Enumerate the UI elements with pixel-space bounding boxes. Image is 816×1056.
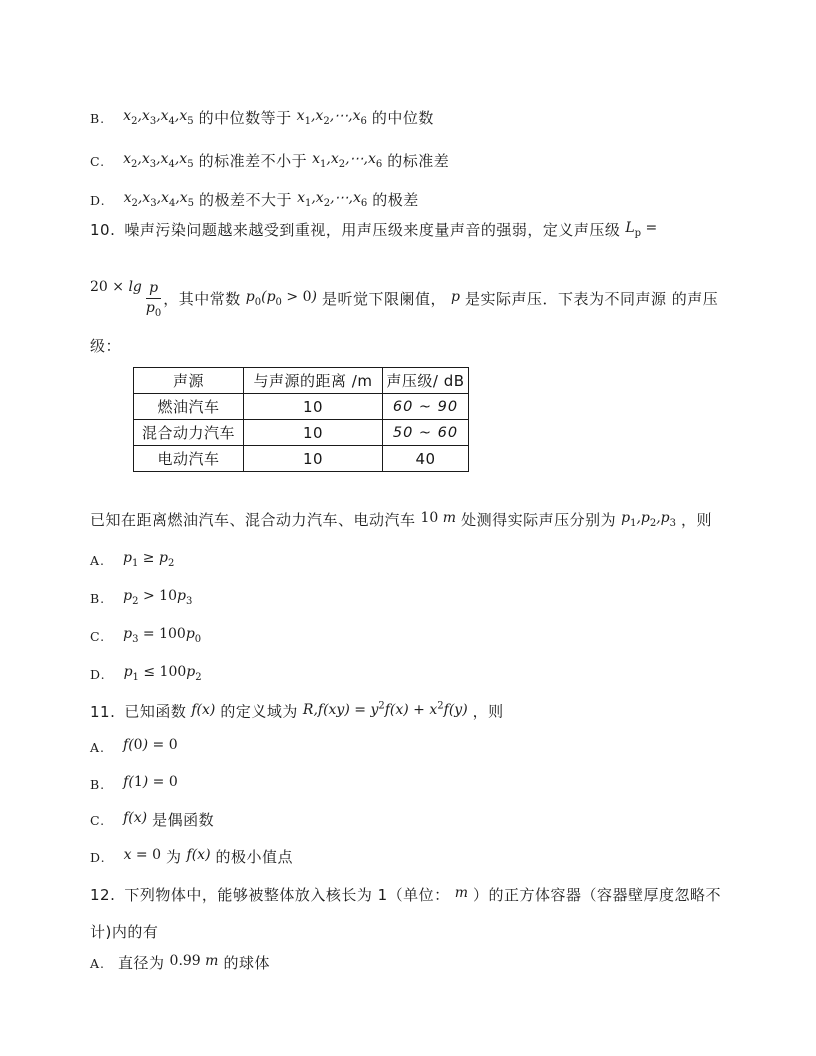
option-label: B. xyxy=(90,777,106,792)
table-header-cell: 与声源的距离 /m xyxy=(244,368,383,394)
table-row xyxy=(134,420,469,446)
question-number: 10. xyxy=(90,221,116,239)
table-row xyxy=(134,394,469,420)
text-run: 的极差不大于 xyxy=(199,191,293,209)
text-run: ，则 xyxy=(472,702,504,721)
math-expression: 0.99 m xyxy=(169,953,219,969)
table-header-cell: 声压级/ dB xyxy=(383,368,469,394)
q10-option-a xyxy=(90,548,179,579)
text-run: 的标准差 xyxy=(387,152,450,170)
text-run: 的定义域为 xyxy=(220,702,298,721)
option-label: C. xyxy=(90,629,106,644)
q10-option-c xyxy=(90,624,206,655)
q10-stem xyxy=(90,508,736,539)
text-run: 为 xyxy=(166,848,182,866)
cell-level: 50 ~ 60 xyxy=(383,420,469,446)
math-expression: $p_3 = 100p_0$ xyxy=(123,626,202,645)
math-expression: x = 0 xyxy=(123,847,162,863)
option-label: A. xyxy=(90,740,106,755)
text-run: ，则 xyxy=(681,511,713,529)
cell-distance: 10 xyxy=(244,446,383,472)
text-run: 直径为 xyxy=(118,954,165,972)
q10-option-b xyxy=(90,586,197,617)
option-label: D. xyxy=(90,193,106,208)
text-run: 已知函数 xyxy=(124,702,187,721)
table-header-row xyxy=(134,368,469,394)
text-run: 的中位数等于 xyxy=(198,109,292,127)
text-run: ，其中常数 xyxy=(163,290,241,308)
math-expression: $x_1,x_2,\cdots,x_6$ xyxy=(297,190,368,209)
cell-level: 40 xyxy=(383,446,469,472)
math-expression: $R,f(xy) = y^2f(x) + x^2f(y)$ xyxy=(302,700,468,718)
fraction-denominator: $p_0$ xyxy=(145,300,162,319)
math-expression: f(1) = 0 xyxy=(123,774,178,790)
text-run: 的标准差不小于 xyxy=(198,152,308,170)
q12-option-a xyxy=(90,951,270,976)
math-expression: $p_1 \ge p_2$ xyxy=(123,550,175,569)
q9-option-b xyxy=(90,106,434,137)
math-expression: $x_1,x_2,\cdots,x_6$ xyxy=(296,108,367,127)
cell-source: 燃油汽车 xyxy=(134,394,244,420)
table-header-cell: 声源 xyxy=(134,368,244,394)
math-expression: 20 × lg xyxy=(90,279,142,295)
q11-option-c xyxy=(90,808,214,833)
text-run: 的极小值点 xyxy=(215,848,294,866)
math-expression: $p_1,p_2,p_3$ xyxy=(621,510,677,529)
fraction xyxy=(146,280,161,321)
cell-distance: 10 xyxy=(244,394,383,420)
cell-source: 电动汽车 xyxy=(134,446,244,472)
math-expression: $x_2,x_3,x_4,x_5$ xyxy=(123,108,194,127)
math-expression: f(0) = 0 xyxy=(123,737,178,753)
q10-formula xyxy=(90,279,736,366)
text-run: 是实际声压．下表为不同声源 的声压级： xyxy=(90,290,719,355)
math-expression: $p_0(p_0 > 0)$ xyxy=(245,289,317,308)
option-label: A. xyxy=(90,956,106,971)
text-run: ）的正方体容器（容器壁厚度忽略不计)内的有 xyxy=(90,886,721,941)
math-fraction-group xyxy=(90,279,163,319)
q11-option-b xyxy=(90,772,183,797)
q10-intro xyxy=(90,218,736,249)
text-run: 噪声污染问题越来越受到重视，用声压级来度量声音的强弱，定义声压级 xyxy=(124,221,621,239)
table-row xyxy=(134,446,469,472)
option-label: B. xyxy=(90,111,106,126)
math-expression: $x_2,x_3,x_4,x_5$ xyxy=(123,190,195,209)
math-expression: f(x) xyxy=(191,701,216,718)
q11-option-a xyxy=(90,735,183,760)
cell-level: 60 ~ 90 xyxy=(383,394,469,420)
q9-option-d xyxy=(90,188,419,219)
option-label: A. xyxy=(90,553,106,568)
math-expression: p xyxy=(450,289,460,305)
q10-option-d xyxy=(90,662,207,693)
math-expression: f(x) xyxy=(123,810,148,826)
q9-option-c xyxy=(90,149,449,180)
question-number: 11. xyxy=(90,702,116,721)
math-expression: $x_2,x_3,x_4,x_5$ xyxy=(123,151,194,170)
option-label: C. xyxy=(90,813,106,828)
q12-stem xyxy=(90,877,736,950)
cell-distance: 10 xyxy=(244,420,383,446)
q11-option-d xyxy=(90,845,293,870)
text-run: 已知在距离燃油汽车、混合动力汽车、电动汽车 xyxy=(90,511,416,529)
fraction-numerator: p xyxy=(146,280,161,300)
option-label: B. xyxy=(90,591,106,606)
option-label: C. xyxy=(90,154,106,169)
option-label: D. xyxy=(90,850,106,865)
text-run: 是听觉下限阑值， xyxy=(321,290,446,308)
math-expression: f(x) xyxy=(186,847,211,863)
math-expression: $p_1 \le 100p_2$ xyxy=(123,664,202,683)
math-expression: $x_1,x_2,\cdots,x_6$ xyxy=(312,151,383,170)
option-label: D. xyxy=(90,667,106,682)
cell-source: 混合动力汽车 xyxy=(134,420,244,446)
text-run: 的极差 xyxy=(372,191,419,209)
math-expression: $L_p$ = xyxy=(625,220,658,239)
math-expression: m xyxy=(454,885,468,901)
math-expression: $p_2 > 10p_3$ xyxy=(123,588,193,607)
text-run: 的中位数 xyxy=(371,109,434,127)
math-expression: 10 m xyxy=(420,510,457,526)
text-run: 下列物体中，能够被整体放入核长为 1（单位： xyxy=(124,886,450,904)
question-number: 12. xyxy=(90,886,116,904)
text-run: 处测得实际声压分别为 xyxy=(461,511,617,529)
text-run: 的球体 xyxy=(223,954,270,972)
text-run: 是偶函数 xyxy=(152,811,215,829)
q11-stem xyxy=(90,697,736,725)
sound-pressure-table xyxy=(133,367,469,472)
